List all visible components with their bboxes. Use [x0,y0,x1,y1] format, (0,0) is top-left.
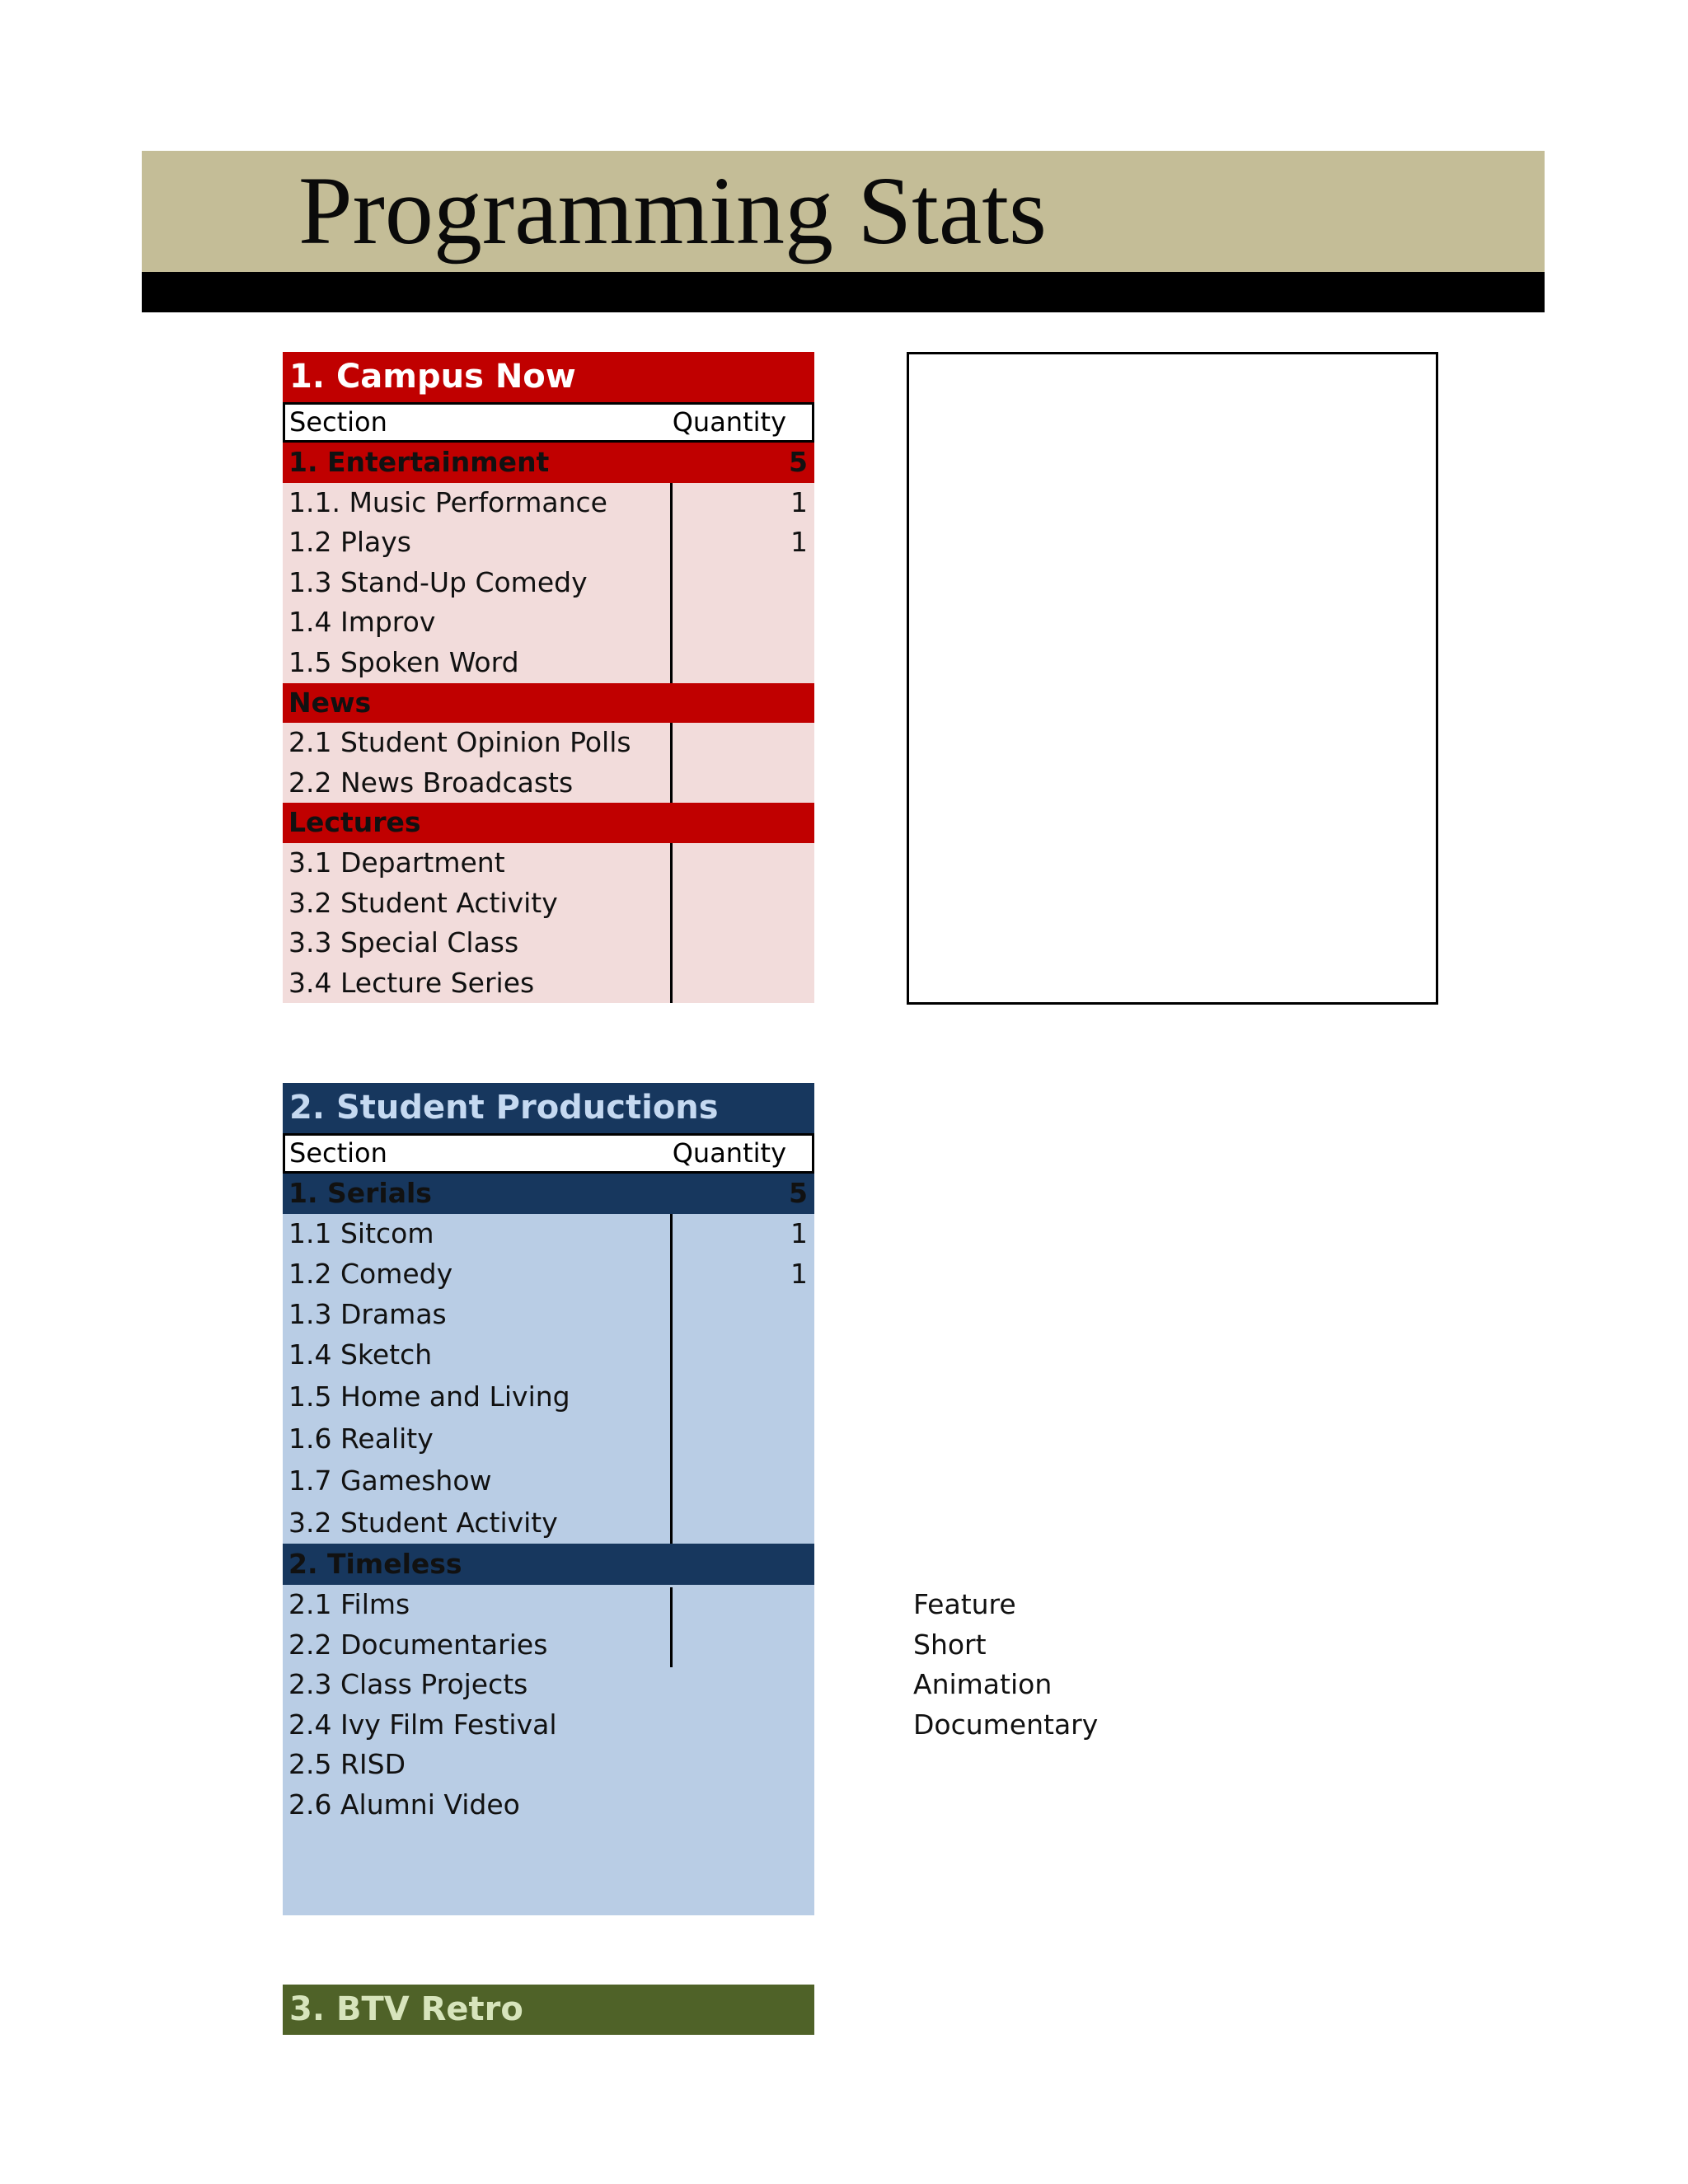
group-label: 2. Timeless [288,1548,462,1580]
table-row [283,1418,814,1460]
quantity-column-header: Quantity [672,1137,786,1169]
table-row [283,1665,814,1705]
btv-retro-table [283,1985,814,2035]
row-label: 3.1 Department [288,846,505,879]
row-label: 1.4 Sketch [288,1338,433,1371]
row-label: 1.3 Stand-Up Comedy [288,565,588,598]
row-label: 2.1 Student Opinion Polls [288,726,631,759]
group-quantity: 5 [789,446,808,478]
row-label: 1.5 Home and Living [288,1380,570,1413]
table-row [283,563,814,603]
table-row [283,1335,814,1376]
row-label: 1.4 Improv [288,606,436,639]
table-header [283,402,814,443]
row-label: 3.3 Special Class [288,926,519,959]
page-title: Programming Stats [298,157,1047,265]
group-label: Lectures [288,806,421,839]
table-row [283,1254,814,1295]
table-header [283,1133,814,1174]
table-row [283,602,814,643]
student-productions-table [283,1083,814,1915]
row-label: 3.2 Student Activity [288,1507,558,1539]
list-item: Feature [913,1588,1016,1620]
row-label: 1.1 Sitcom [288,1217,434,1249]
row-quantity: 1 [790,1217,808,1249]
list-item: Animation [913,1668,1053,1701]
table-row [283,1295,814,1335]
table-row [283,483,814,523]
row-quantity: 1 [790,526,808,559]
row-label: 1.2 Comedy [288,1258,453,1290]
btv-retro-title: 3. BTV Retro [283,1985,814,2035]
campus-now-title: 1. Campus Now [283,352,814,402]
row-quantity: 1 [790,485,808,518]
table-row [283,1460,814,1502]
row-label: 1.7 Gameshow [288,1465,492,1497]
table-row [283,1376,814,1418]
image-placeholder-frame [907,352,1438,1005]
group-row-lectures [283,803,814,843]
list-item: Short [913,1628,987,1661]
table-body [283,443,814,1003]
title-divider [142,272,1545,312]
table-row [283,1625,814,1666]
campus-now-table [283,352,814,1003]
film-type-list [913,1585,1098,1745]
section-column-header: Section [289,406,387,438]
group-row-timeless [283,1544,814,1585]
table-row [283,923,814,963]
group-quantity: 5 [789,1177,808,1209]
table-row [283,723,814,763]
quantity-column-header: Quantity [672,406,786,438]
group-row-entertainment [283,443,814,483]
table-row [283,843,814,883]
title-banner [142,151,1545,272]
table-row [283,1785,814,1825]
table-body [283,1174,814,1915]
table-row [283,1214,814,1254]
row-label: 1.1. Music Performance [288,485,607,518]
row-label: 2.2 News Broadcasts [288,766,574,799]
group-label: 1. Serials [288,1177,432,1209]
section-column-header: Section [289,1137,387,1169]
group-label: News [288,686,372,719]
table-row [283,523,814,563]
row-label: 2.3 Class Projects [288,1668,528,1701]
row-quantity: 1 [790,1258,808,1290]
table-row [283,963,814,1004]
table-row [283,1585,814,1625]
row-label: 3.4 Lecture Series [288,966,535,999]
row-label: 1.3 Dramas [288,1298,447,1330]
row-label: 2.5 RISD [288,1748,406,1781]
row-label: 1.6 Reality [288,1422,434,1455]
row-label: 2.1 Films [288,1588,410,1620]
row-label: 2.6 Alumni Video [288,1788,520,1821]
table-row [283,643,814,683]
row-label: 3.2 Student Activity [288,886,558,919]
row-label: 1.5 Spoken Word [288,645,519,678]
table-row [283,883,814,924]
group-row-serials [283,1174,814,1214]
row-label: 1.2 Plays [288,526,411,559]
table-row [283,1745,814,1785]
table-row [283,1705,814,1746]
list-item: Documentary [913,1708,1099,1741]
row-label: 2.4 Ivy Film Festival [288,1708,557,1741]
row-label: 2.2 Documentaries [288,1628,548,1661]
student-productions-title: 2. Student Productions [283,1083,814,1133]
group-label: 1. Entertainment [288,446,550,478]
group-row-news [283,683,814,724]
table-row [283,763,814,804]
table-row [283,1502,814,1544]
